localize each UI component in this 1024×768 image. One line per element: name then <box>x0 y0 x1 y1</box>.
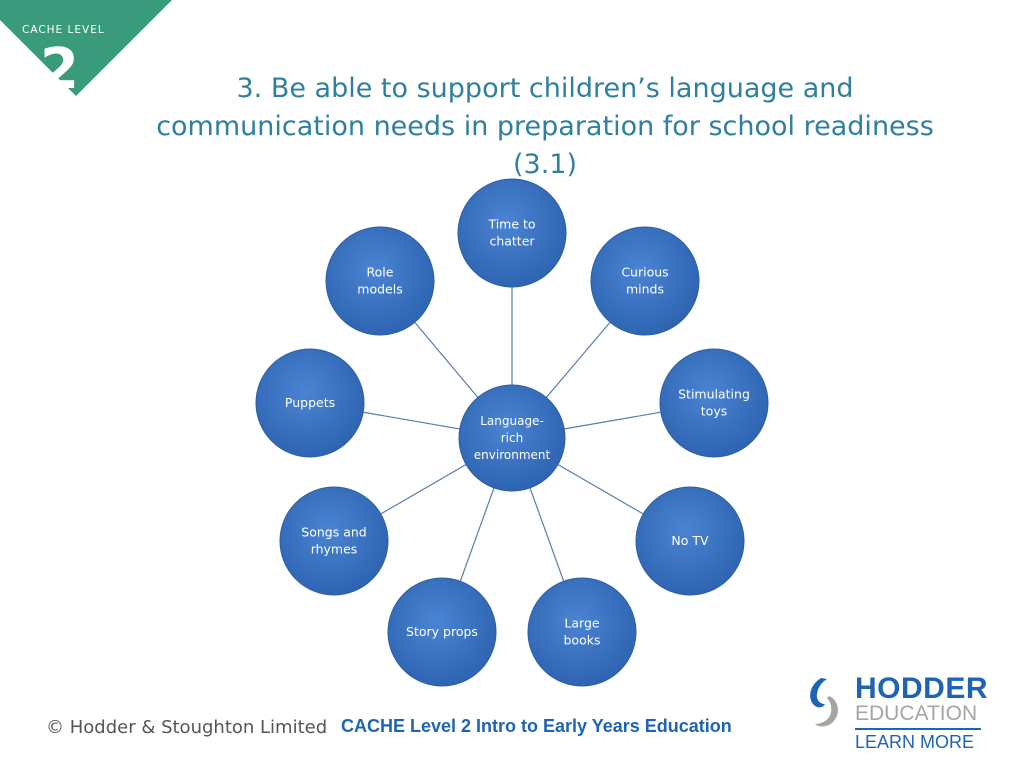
node-puppets <box>256 349 364 457</box>
node-role-models-label-line: Role <box>366 264 394 280</box>
node-time-to-chatter <box>458 179 566 287</box>
node-curious-minds-label-line: Curious <box>621 264 669 280</box>
node-stimulating-toys-label-line: toys <box>700 403 728 419</box>
node-large-books-label-line: Large <box>564 615 600 631</box>
node-time-to-chatter-label-line: chatter <box>489 233 535 249</box>
node-center-language-rich-environment-label-line: Language- <box>480 414 544 428</box>
node-story-props-label-line: Story props <box>406 624 478 639</box>
course-title: CACHE Level 2 Intro to Early Years Education <box>341 716 732 736</box>
node-time-to-chatter-label-line: Time to <box>488 216 536 232</box>
node-center-language-rich-environment-label-line: rich <box>500 431 524 445</box>
node-role-models <box>326 227 434 335</box>
node-no-tv-label-line: No TV <box>671 533 709 548</box>
node-curious-minds <box>591 227 699 335</box>
node-stimulating-toys <box>660 349 768 457</box>
node-story-props <box>388 578 496 686</box>
logo-hodder-text: HODDER <box>855 672 989 705</box>
node-role-models-label-line: models <box>357 281 403 297</box>
node-songs-and-rhymes-label-line: Songs and <box>301 524 367 540</box>
badge-number: 2 <box>40 37 79 96</box>
logo-tagline-text: LEARN MORE <box>855 732 975 752</box>
node-puppets-label-line: Puppets <box>284 395 336 410</box>
copyright-text: © Hodder & Stoughton Limited <box>46 717 328 738</box>
node-large-books <box>528 578 636 686</box>
logo-education-text: EDUCATION <box>855 702 978 725</box>
node-large-books-label-line: books <box>563 632 601 648</box>
hodder-mark-icon <box>803 674 847 730</box>
node-curious-minds-label-line: minds <box>625 281 665 297</box>
node-no-tv <box>636 487 744 595</box>
logo-divider <box>855 728 981 730</box>
node-stimulating-toys-label-line: Stimulating <box>678 386 750 402</box>
node-songs-and-rhymes <box>280 487 388 595</box>
slide-title: 3. Be able to support children’s language and communication needs in preparation for school readiness (3.1) <box>156 73 934 180</box>
node-center-language-rich-environment <box>459 385 565 491</box>
hodder-education-logo <box>803 672 993 752</box>
node-songs-and-rhymes-label-line: rhymes <box>310 541 358 557</box>
node-center-language-rich-environment-label-line: environment <box>473 448 551 462</box>
badge-label: CACHE LEVEL <box>22 24 105 36</box>
